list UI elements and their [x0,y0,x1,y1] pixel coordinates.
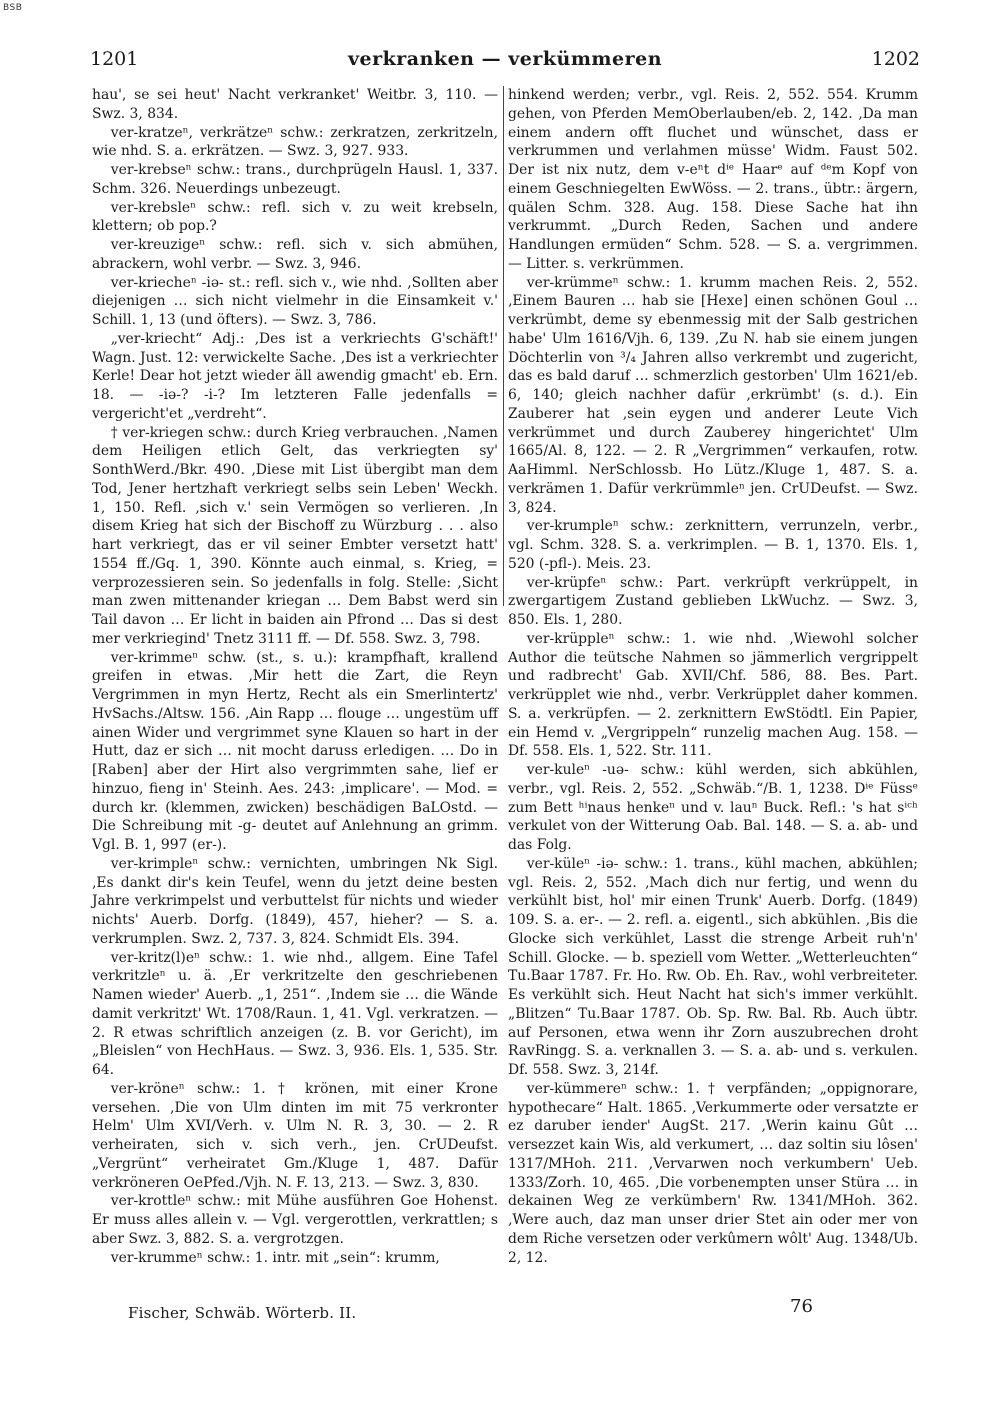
entry-verkratzen: ver-kratzeⁿ, verkrätzeⁿ schw.: zerkratzen, zerkritzeln, wie nhd. S. a. erkrätzen. — Swz. 3, 927. 933. [92,124,498,160]
library-stamp: BSB [3,3,23,13]
entry-verkriechen: ver-kriecheⁿ -iə- st.: refl. sich v., wie nhd. ‚Sollten aber diejenigen … sich nicht vielmehr in die Einsamkeit v.' Schill. 1, 13 (und öfters). — Swz. 3, 786. [92,274,498,328]
entry-verkroenen: ver-kröneⁿ schw.: 1. † krönen, mit einer Krone versehen. ‚Die von Ulm dinten im mit 75 verkronter Helm' Ulm XVI/Verh. v. Ulm N. R. 3, 30. — 2. R verheiraten, sich v. sich verh., jen. CrUDeufst. „Vergrünt“ verheiratet Gm./Kluge 1, 487. Dafür verkröneren OePfed./Vjh. N. F. 13, 213. — Swz. 3, 830. [92,1080,498,1191]
publisher-footer: Fischer, Schwäb. Wörterb. II. [128,1304,357,1322]
left-column [92,86,498,1267]
entry-verkrumplen: ver-krumpleⁿ schw.: zerknittern, verrunzeln, verbr., vgl. Schm. 328. S. a. verkrimplen. — B. 1, 1370. Els. 1, 520 (-pfl-). Meis. 23. [508,518,918,572]
entry-verkrebslen: ver-krebsleⁿ schw.: refl. sich v. zu weit krebseln, klettern; ob pop.? [92,199,498,235]
entry-verkriecht: „ver-kriecht“ Adj.: ‚Des ist a verkriechts G'schäft!' Wagn. Just. 12: verwickelte Sache. ‚Des ist a verkriechter Kerle! Dear hot jetzt wieder äll awendig gmacht' eb. Ern. 18. — -iə-? -i-? Im letzteren Falle jedenfalls = vergericht'et „verdreht“. [92,330,498,422]
entry-verkrottlen: ver-krottleⁿ schw.: mit Mühe ausführen Goe Hohenst. Er muss alles allein v. — Vgl. vergerottlen, verkrattlen; s aber Swz. 3, 882. S. a. vergrotzgen. [92,1193,498,1247]
entry-verkrimplen: ver-krimpleⁿ schw.: vernichten, umbringen Nk Sigl. ‚Es dankt dir's kein Teufel, wenn du jetzt deine besten Jahre verkrimpelst und verbuttelst für nichts und wieder nichts' Auerb. Dorfg. (1849), 457, hieher? — S. a. verkrumplen. Swz. 2, 737. 3, 824. Schmidt Els. 394. [92,855,498,947]
entry-verkrebsen: ver-krebseⁿ schw.: trans., durchprügeln Hausl. 1, 337. Schm. 326. Neuerdings unbezeugt. [92,162,498,197]
entry-verkuemmeren: ver-kümmereⁿ schw.: 1. † verpfänden; „oppignorare, hypothecare“ Halt. 1865. ‚Verkummerte oder versatzte er ez daruber iender' AugSt. 217. ‚Werin kainu Gût … versezzet kain Wis, ald verkumert, … daz soltin siu lôsen' 1317/MHoh. 211. ‚Vervarwen noch verkumbern' Ueb. 1333/Zorh. 10, 465. ‚Die vorbenempten unser Stüra … in dekainen Weg ze verkümbern' Rw. 1341/MHoh. 362. ‚Were auch, daz man unser drier Stet ain oder mer von dem Riche versetzen oder verkûmern wôlt' Aug. 1348/Ub. 2, 12. [508,1080,918,1266]
entry-verkrummen: ver-krummeⁿ schw.: 1. intr. mit „sein“: krumm, [110,1249,440,1266]
entry-continuation: hau', se sei heut' Nacht verkranket' Weitbr. 3, 110. — Swz. 3, 834. [92,87,498,122]
entry-verkulen: ver-kuleⁿ -uə- schw.: kühl werden, sich abkühlen, verbr., vgl. Reis. 2, 552. „Schwäb.“/B. 1, 1238. Dⁱᵉ Füssᵉ zum Bett ʰⁱnaus henkeⁿ und v. lauⁿ Buck. Refl.: 's hat sⁱᶜʰ verkulet von der Witterung Oab. Bal. 148. — S. a. ab- und das Folg. [508,762,918,853]
sheet-number: 76 [790,1296,813,1317]
left-page-number: 1201 [90,48,139,70]
entry-verkrueppeln: ver-krüppleⁿ schw.: 1. wie nhd. ‚Wiewohl solcher Author die teütsche Nahmen so jämmerlich vergrippelt und radbrecht' Gab. XVII/Chf. 586, 88. Bes. Part. verkrüpplet wie nhd., verbr. Verkrüpplet daher kommen. S. a. verkrüpfen. — 2. zerknittern EwStödtl. Ein Papier, ein Hemd v. „Vergrippeln“ runzelig machen Aug. 158. — Df. 558. Els. 1, 522. Str. 111. [508,630,918,760]
entry-verkruemmen: ver-krümmeⁿ schw.: 1. krumm machen Reis. 2, 552. ‚Einem Bauren … hab sie [Hexe] einen schönen Goul … verkrümbt, deme sy ebenmessig mit der Salb gestrichen habe' Ulm 1616/Vjh. 6, 139. ‚Zu N. hab sie einem jungen Döchterlin von ³/₄ Jahren allso verkrembt und zugericht, das es bald daruf … schmerzlich gestorben' Ulm 1621/eb. 6, 140; gleich nachher dafür ‚erkrümbt' (s. d.). Ein Zauberer hat ‚sein eygen und anderer Leute Vich verkrümmet und durch Zauberey hingerichtet' Ulm 1665/Al. 8, 122. — 2. R „Vergrimmen“ verkaufen, rotw. AaHimml. NerSchlossb. Ho Lütz./Kluge 1, 487. S. a. verkrämen 1. Dafür verkrümmleⁿ jen. CrUDeufst. — Swz. 3, 824. [508,274,918,516]
entry-verkruepfen: ver-krüpfeⁿ schw.: Part. verkrüpft verkrüppelt, in zwergartigem Zustand geblieben LkWuchz. — Swz. 3, 850. Els. 1, 280. [508,574,918,628]
column-divider [503,86,504,606]
entry-verkuelen: ver-küleⁿ -iə- schw.: 1. trans., kühl machen, abkühlen; vgl. Reis. 2, 552. ‚Mach dich nur fertig, und wenn du verkühlt bist, hol' mir einen Trunk' Auerb. Dorfg. (1849) 109. S. a. er-. — 2. refl. a. eigentl., sich abkühlen. ‚Bis die Glocke sich verkühlet, Lasst die strenge Arbeit ruh'n' Schill. Glocke. — b. speziell vom Wetter. „Wetterleuchten“ Tu.Baar 1787. Fr. Ho. Rw. Ob. Eh. Rav., wohl verbreiteter. Es verkühlt sich. Heut Nacht hat sich's immer verkühlt. „Blitzen“ Tu.Baar 1787. Ob. Sp. Rw. Bal. Rb. Auch übtr. auf Personen, etwa wenn ihr Zorn auszubrechen droht RavRingg. S. a. verknallen 3. — S. a. ab- und s. verkulen. Df. 558. Swz. 3, 214f. [508,855,918,1078]
entry-verkriegen: † ver-kriegen schw.: durch Krieg verbrauchen. ‚Namen dem Heiligen etlich Gelt, das verkriegten sy' SonthWerd./Bkr. 490. ‚Diese mit List übergibt man dem Tod, Jener hertzhaft verkriegt selbs sein Leben' Weckh. 1, 150. Refl. ‚sich v.' sein Vermögen so verlieren. ‚In disem Krieg hat sich der Bischoff zu Würzburg . . . also hart verkriegt, das er vil seiner Embter versetzt hatt' 1554 ff./Gq. 1, 390. Könnte auch einmal, s. Krieg, = verprozessieren sein. So jedenfalls in folg. Stelle: ‚Sicht man zwen mittenander kriegan … Dem Babst werd sin Tail davon … Er licht in baiden ain Pfrond … Das si dest mer verkriegind' Tnetz 3111 ff. — Df. 558. Swz. 3, 798. [92,424,498,647]
entry-continuation: hinkend werden; verbr., vgl. Reis. 2, 552. 554. Krumm gehen, von Pferden MemOberlauben/eb. 2, 142. ‚Da man einem andern offt fluchet und wünschet, dass er verkrummen und verlahmen müsse' Widm. Faust 502. Der ist nix nutz, dem v-eⁿt dⁱᵉ Haarᵉ auf ᵈᵉm Kopf von einem Geschniegelten EwWöss. — 2. trans., übtr.: ärgern, quälen Schm. 328. Aug. 158. Diese Sache hat ihn verkrummt. „Durch Reden, Sachen und andere Handlungen ermüden“ Schm. 528. — S. a. vergrimmen. — Litter. s. verkrümmen. [508,87,918,272]
entry-verkreuzigen: ver-kreuzigeⁿ schw.: refl. sich v. sich abmühen, abrackern, wohl verbr. — Swz. 3, 946. [92,237,498,272]
right-page-number: 1202 [871,48,920,70]
right-column [508,86,918,1267]
entry-verkritzlen: ver-kritz(l)eⁿ schw.: 1. wie nhd., allgem. Eine Tafel verkritzleⁿ u. ä. ‚Er verkritzelte den geschriebenen Namen wieder' Auerb. „1, 251“. ‚Indem sie … die Wände damit verkritzt' Wt. 1708/Raun. 1, 41. Vgl. verkratzen. — 2. R etwas schriftlich anzeigen (z. B. vor Gericht), im „Bleislen“ von HechHaus. — Swz. 3, 936. Els. 1, 535. Str. 64. [92,949,498,1078]
running-head: verkranken — verkümmeren [347,48,663,70]
page-header [90,48,920,72]
entry-verkrimmen: ver-krimmeⁿ schw. (st., s. u.): krampfhaft, krallend greifen in etwas. ‚Mir hett die Zart, die Reyn Vergrimmen in myn Hertz, Recht als ein Smerlintertz' HvSachs./Altsw. 156. ‚Ain Rapp … flouge … ungestüm uff ainen Wider und vergrimmet syne Klauen so hart in der Hutt, daz er sich … nit mocht daruss erledigen. … Do in [Raben] aber der Hirt also vergrimmten sahe, lief er hinzuo, fieng in' Steinh. Aes. 243: ‚implicare'. — Mod. = durch kr. (klemmen, zwicken) beschädigen BaLOstd. — Die Schreibung mit -g- deutet auf Anlehnung an grimm. Vgl. B. 1, 997 (er-). [92,649,498,853]
